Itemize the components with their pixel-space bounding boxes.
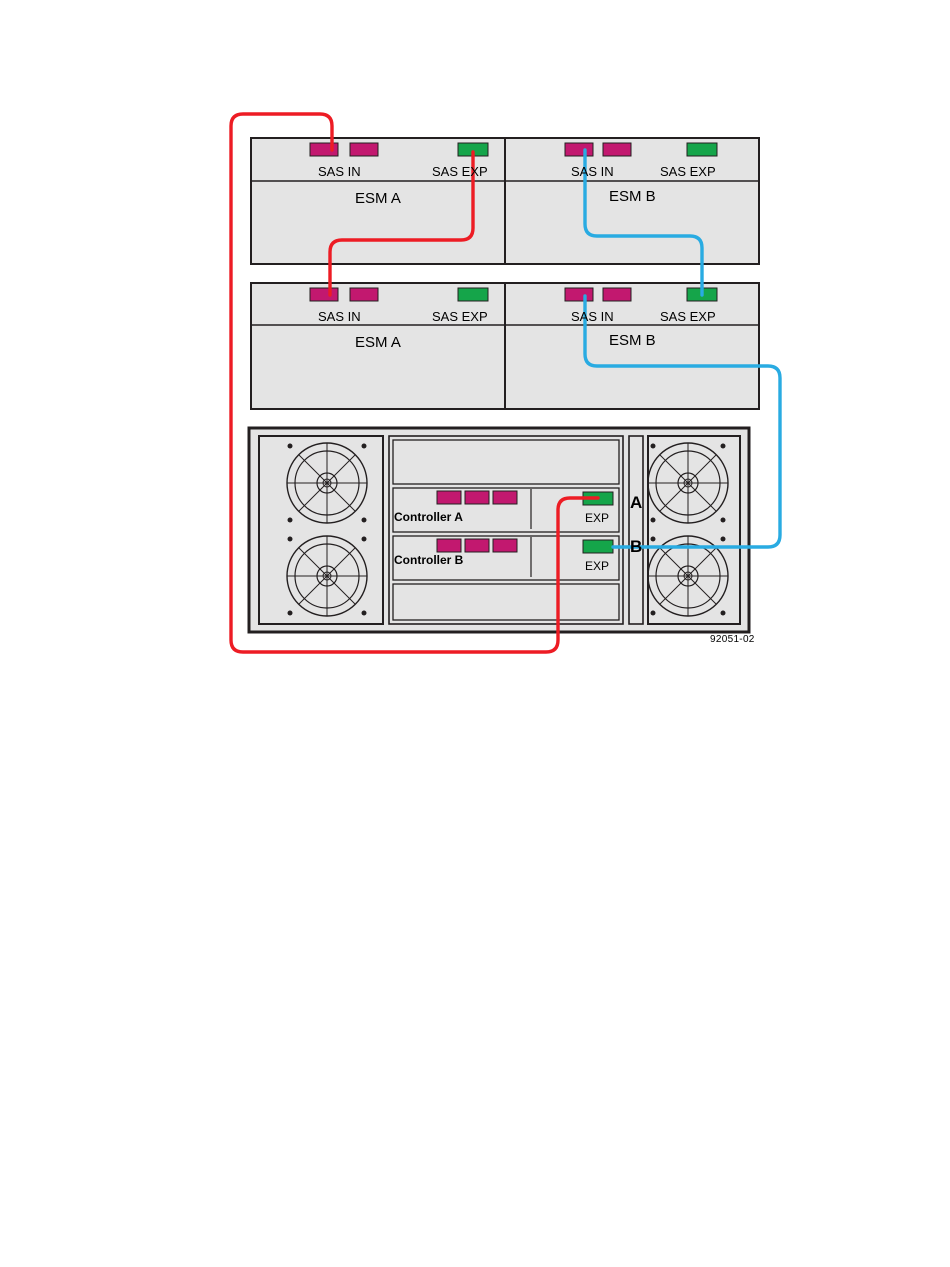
drive-tray-1 <box>251 138 759 264</box>
fan-right-top <box>648 443 728 523</box>
tray2-esm-a-sas-in-label: SAS IN <box>318 309 361 324</box>
controller-b-exp-label: EXP <box>585 559 610 573</box>
tray2-esm-b-sas-in-label: SAS IN <box>571 309 614 324</box>
tray2-esm-a-sas-exp-label: SAS EXP <box>432 309 488 324</box>
tray1-esm-a-name: ESM A <box>355 190 401 207</box>
tray1-esm-b-sas-exp-port <box>687 143 717 156</box>
controller-tray <box>249 428 749 632</box>
tray2-esm-a-sas-exp-port <box>458 288 488 301</box>
fan-left-bottom <box>287 536 367 616</box>
controller-a-exp-label: EXP <box>585 511 610 525</box>
controller-a-slot-letter: A <box>630 493 643 512</box>
tray2-esm-b-name: ESM B <box>609 332 656 349</box>
controller-b-host-ports <box>437 539 517 552</box>
drive-tray-2 <box>251 283 759 409</box>
tray1-esm-b-sas-exp-label: SAS EXP <box>660 164 716 179</box>
controller-b-label: Controller B <box>394 553 464 567</box>
tray1-esm-b-name: ESM B <box>609 188 656 205</box>
controller-b-slot-letter: B <box>630 537 643 556</box>
tray1-esm-b-sas-in-label: SAS IN <box>571 164 614 179</box>
tray1-esm-a-sas-in-label: SAS IN <box>318 164 361 179</box>
figure-id: 92051-02 <box>710 634 755 645</box>
controller-b-exp-port <box>583 540 613 553</box>
tray1-esm-a-sas-exp-label: SAS EXP <box>432 164 488 179</box>
controller-a-label: Controller A <box>394 510 463 524</box>
tray2-esm-b-sas-exp-label: SAS EXP <box>660 309 716 324</box>
controller-a-host-ports <box>437 491 517 504</box>
tray2-esm-a-name: ESM A <box>355 334 401 351</box>
fan-left-top <box>287 443 367 523</box>
